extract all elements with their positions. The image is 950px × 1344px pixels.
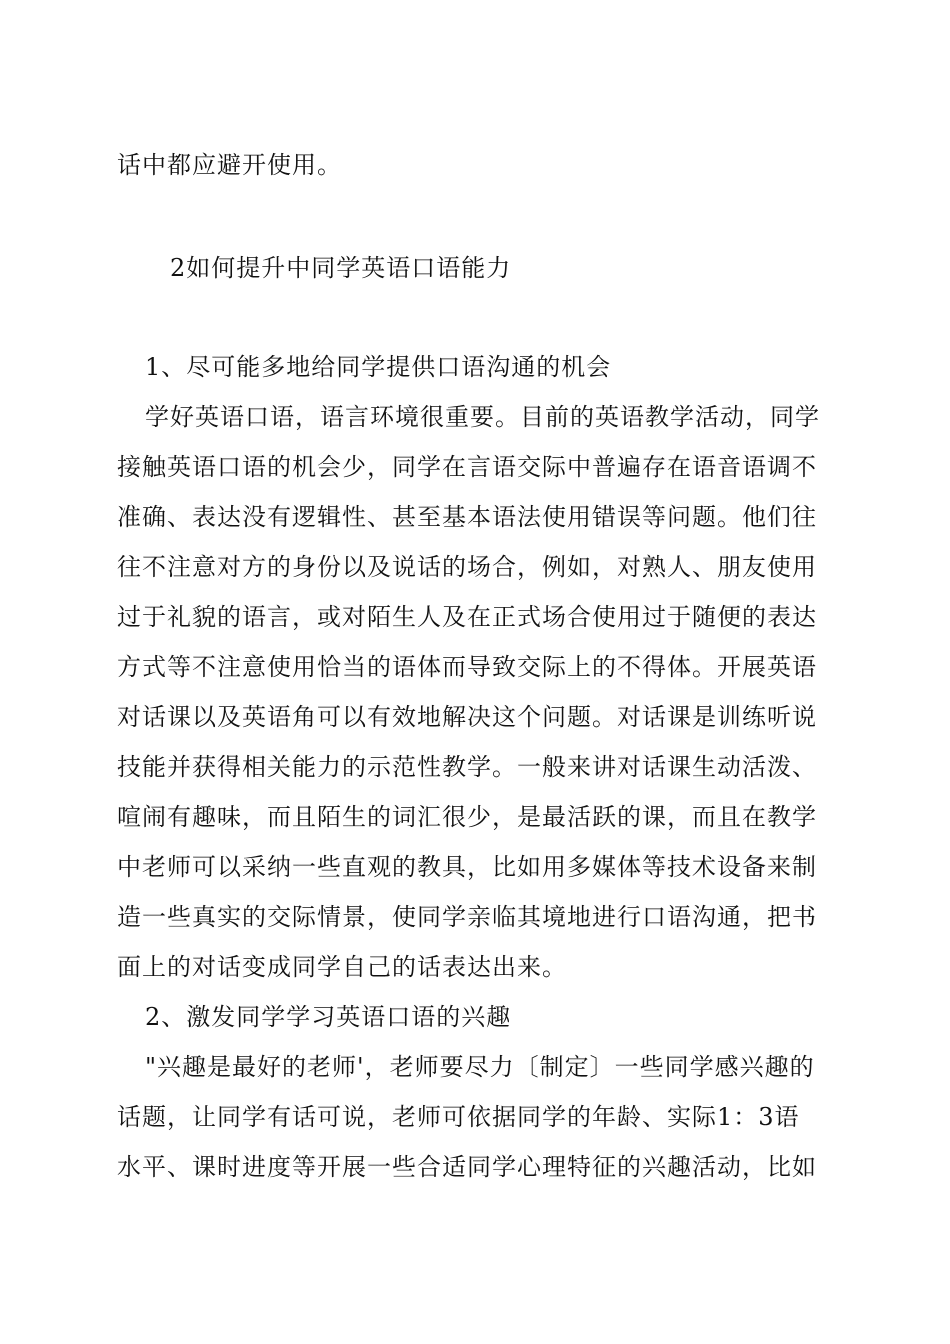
paragraph-line: 过于礼貌的语言，或对陌生人及在正式场合使用过于随便的表达 bbox=[117, 603, 817, 631]
paragraph-line: 往不注意对方的身份以及说话的场合，例如，对熟人、朋友使用 bbox=[117, 553, 817, 581]
paragraph-line: 话题，让同学有话可说，老师可依据同学的年龄、实际1：3语 bbox=[117, 1103, 800, 1131]
paragraph-line: 面上的对话变成同学自己的话表达出来。 bbox=[117, 953, 567, 981]
subsection-2-heading: 2、激发同学学习英语口语的兴趣 bbox=[145, 1003, 512, 1031]
paragraph-line: 方式等不注意使用恰当的语体而导致交际上的不得体。开展英语 bbox=[117, 653, 817, 681]
paragraph-line: "兴趣是最好的老师'，老师要尽力〔制定〕一些同学感兴趣的 bbox=[145, 1053, 815, 1081]
paragraph-line: 准确、表达没有逻辑性、甚至基本语法使用错误等问题。他们往 bbox=[117, 503, 817, 531]
section-heading: 2如何提升中同学英语口语能力 bbox=[170, 254, 512, 282]
paragraph-line: 造一些真实的交际情景，使同学亲临其境地进行口语沟通，把书 bbox=[117, 903, 817, 931]
paragraph-line: 水平、课时进度等开展一些合适同学心理特征的兴趣活动，比如 bbox=[117, 1153, 817, 1181]
paragraph-line: 学好英语口语，语言环境很重要。目前的英语教学活动，同学 bbox=[145, 403, 820, 431]
paragraph-line: 中老师可以采纳一些直观的教具，比如用多媒体等技术设备来制 bbox=[117, 853, 817, 881]
continuation-line: 话中都应避开使用。 bbox=[117, 151, 342, 179]
paragraph-line: 喧闹有趣味，而且陌生的词汇很少，是最活跃的课，而且在教学 bbox=[117, 803, 817, 831]
paragraph-line: 接触英语口语的机会少，同学在言语交际中普遍存在语音语调不 bbox=[117, 453, 817, 481]
paragraph-line: 对话课以及英语角可以有效地解决这个问题。对话课是训练听说 bbox=[117, 703, 817, 731]
subsection-1-heading: 1、尽可能多地给同学提供口语沟通的机会 bbox=[145, 353, 612, 381]
paragraph-line: 技能并获得相关能力的示范性教学。一般来讲对话课生动活泼、 bbox=[117, 753, 817, 781]
